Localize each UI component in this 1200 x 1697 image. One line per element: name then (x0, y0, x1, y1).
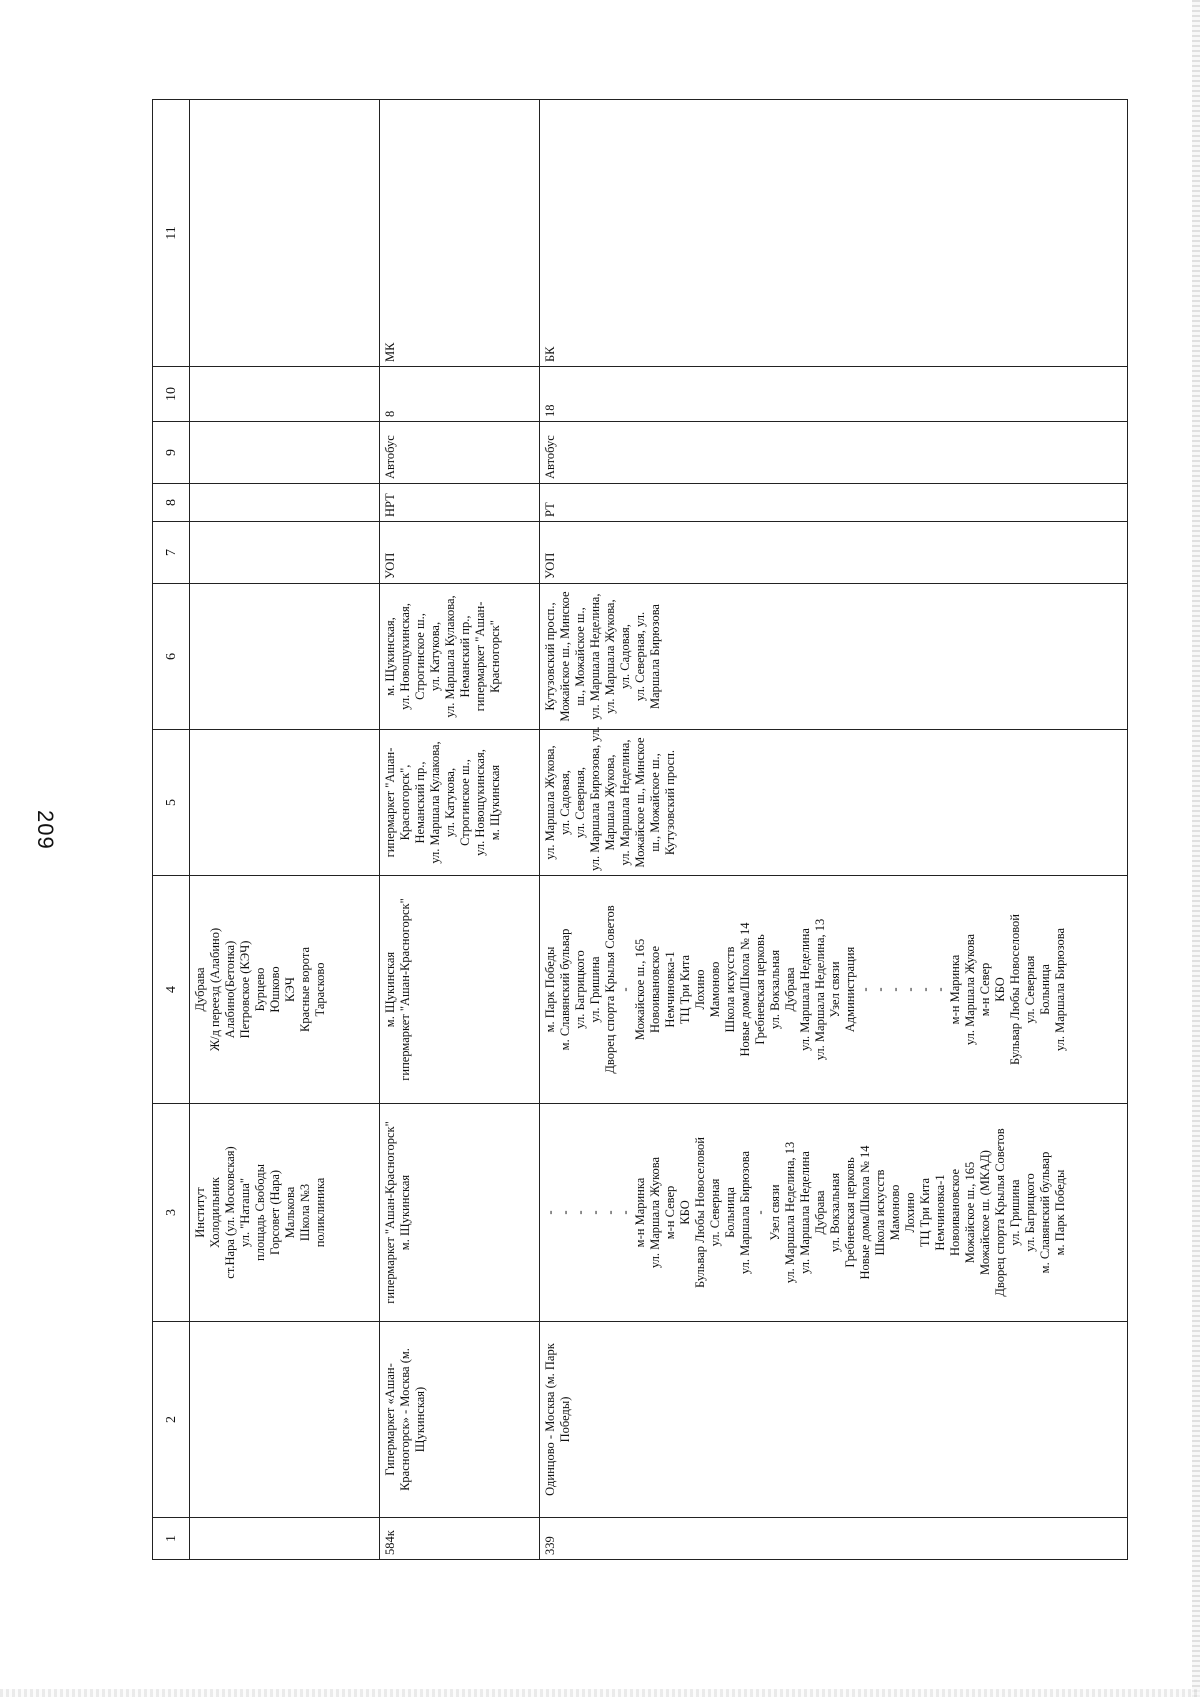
header-col-8: 8 (153, 484, 190, 522)
cell-line: Узел связи (768, 1184, 782, 1241)
table-cell-col-4 (380, 876, 540, 1104)
cell-line: ул. Садовая, (618, 624, 632, 689)
cell-line: м. Парк Победы (543, 946, 557, 1033)
cell-line: ул. Новощукинская, (398, 603, 412, 710)
table-cell-col-1 (190, 1518, 380, 1560)
table-cell-col-11 (190, 100, 380, 367)
cell-line: м-н Маринка (948, 954, 962, 1025)
cell-line: Бульвар Любы Новоселовой (1008, 914, 1022, 1066)
cell-line: Строгинское ш., (413, 613, 427, 700)
table-cell-col-8 (190, 484, 380, 522)
cell-line: ш., Можайское ш., (573, 607, 587, 706)
cell-line: Школа искусств (723, 946, 737, 1033)
cell-line: м. Щукинская, (383, 617, 397, 696)
cell-line: ул. Садовая, (558, 770, 572, 835)
cell-line: КБО (678, 1200, 692, 1225)
cell-line: Дубрава (193, 967, 207, 1012)
cell-line: Бурцево (253, 967, 267, 1012)
cell-line: гипермаркет "Ашан-Красногорск" (383, 1121, 397, 1304)
cell-line: ул. Маршала Кулакова, (443, 595, 457, 718)
cell-line: ул. Багрицкого (1023, 1173, 1037, 1252)
cell-line: ул. Вокзальная (768, 949, 782, 1030)
cell-line: КБО (993, 977, 1007, 1002)
header-col-9: 9 (153, 422, 190, 484)
cell-line: Петровское (КЭЧ) (238, 940, 252, 1039)
cell-line: Лохино (693, 969, 707, 1010)
cell-line: ул. "Наташа" (238, 1178, 252, 1247)
cell-line: Маршала Жукова, (603, 754, 617, 851)
header-row (153, 100, 190, 1560)
cell-line: гипермаркет "Ашан- (383, 747, 397, 858)
header-col-11: 11 (153, 100, 190, 367)
cell-line: Можайское ш., 165 (633, 938, 647, 1041)
cell-line: Холодильник (208, 1177, 222, 1248)
table-cell-col-2 (540, 1322, 1128, 1518)
cell-line: Гипермаркет «Ашан- (383, 1363, 397, 1476)
cell-line: ул. Маршала Неделина (798, 928, 812, 1051)
cell-line: м. Щукинская (488, 764, 502, 841)
table-row (540, 100, 1128, 1560)
cell-line: ул. Маршала Неделина, (588, 593, 602, 720)
cell-line: - (873, 987, 887, 992)
scan-edge (1192, 0, 1200, 1697)
cell-line: ул. Маршала Жукова (648, 1156, 662, 1269)
table-row (190, 100, 380, 1560)
page-number: 209 (33, 810, 58, 850)
cell-line: гипермаркет "Ашан-Красногорск" (398, 898, 412, 1081)
cell-line: ул. Маршала Бирюзова (738, 1150, 752, 1275)
cell-line: Узел связи (828, 961, 842, 1018)
cell-line: Больница (1038, 964, 1052, 1015)
cell-line: Неманский пр., (458, 615, 472, 698)
table-cell-col-2 (380, 1322, 540, 1518)
cell-line: ул. Маршала Бирюзова, ул. (588, 726, 602, 871)
cell-line: ст.Нара (ул. Московская) (223, 1146, 237, 1279)
table-cell-col-5 (380, 730, 540, 876)
cell-line: м. Парк Победы (1053, 1169, 1067, 1256)
table-cell-col-1: 584к (380, 1518, 540, 1560)
cell-line: ул. Маршала Бирюзова (1053, 927, 1067, 1052)
cell-line: Горсовет (Нара) (268, 1169, 282, 1256)
cell-line: ул. Гришина (1008, 1179, 1022, 1246)
table-cell-col-7: УОП (380, 522, 540, 584)
cell-line: ул. Северная, (573, 767, 587, 838)
cell-line: Красногорск" (488, 620, 502, 693)
cell-line: - (918, 987, 932, 992)
cell-line: Тарасково (313, 962, 327, 1017)
cell-line: - (933, 987, 947, 992)
table-row (380, 100, 540, 1560)
table-cell-col-9: Автобус (540, 422, 1128, 484)
table-cell-col-9: Автобус (380, 422, 540, 484)
cell-line: ул. Северная, ул. (633, 611, 647, 702)
cell-line: Маршала Бирюзова (648, 604, 662, 709)
cell-line: КЭЧ (283, 977, 297, 1002)
cell-line: Можайское ш., Минское (633, 737, 647, 868)
cell-line: Победы) (558, 1396, 572, 1443)
cell-line: Щукинская) (413, 1386, 427, 1453)
header-col-7: 7 (153, 522, 190, 584)
cell-line: ул. Катукова, (428, 621, 442, 692)
table-cell-col-2 (190, 1322, 380, 1518)
cell-line: ТЦ Три Кита (918, 1177, 932, 1248)
table-cell-col-8: НРТ (380, 484, 540, 522)
cell-line: Красные ворота (298, 947, 312, 1033)
cell-line: ул. Маршала Жукова (963, 933, 977, 1046)
cell-line: - (858, 987, 872, 992)
cell-line: ул. Маршала Кулакова, (428, 741, 442, 864)
cell-line: Немчиновка-1 (663, 951, 677, 1028)
cell-line: Немчиновка-1 (933, 1174, 947, 1251)
table-cell-col-11: МК (380, 100, 540, 367)
rotated-table-frame (152, 100, 1120, 1560)
cell-line: - (558, 1210, 572, 1215)
cell-line: Мамоново (888, 1184, 902, 1241)
cell-line: м. Щукинская (398, 1174, 412, 1251)
cell-line: Красногорск", (398, 764, 412, 841)
cell-line: Малькова (283, 1186, 297, 1239)
cell-line: Дворец спорта Крылья Советов (603, 905, 617, 1074)
cell-line: ул. Северная (1023, 955, 1037, 1024)
table-cell-col-9 (190, 422, 380, 484)
cell-line: - (618, 987, 632, 992)
cell-line: Можайское ш. (МКАД) (978, 1150, 992, 1275)
cell-line: Ж/д переезд (Алабино) (208, 927, 222, 1052)
cell-line: ул. Маршала Жукова, (603, 599, 617, 714)
table-cell-col-7 (190, 522, 380, 584)
cell-line: ул. Вокзальная (828, 1172, 842, 1253)
cell-line: - (573, 1210, 587, 1215)
cell-line: ул. Северная (708, 1178, 722, 1247)
cell-line: Гребневская церковь (753, 934, 767, 1045)
cell-line: поликлиника (313, 1177, 327, 1248)
cell-line: Юшково (268, 966, 282, 1013)
cell-line: Дворец спорта Крылья Советов (993, 1128, 1007, 1297)
cell-line: Бульвар Любы Новоселовой (693, 1137, 707, 1289)
route-table (152, 99, 1128, 1560)
table-cell-col-5 (540, 726, 1128, 876)
cell-line: Институт (193, 1187, 207, 1238)
table-cell-col-4 (540, 876, 1128, 1104)
cell-line: м. Щукинская (383, 951, 397, 1028)
table-cell-col-10: 18 (540, 367, 1128, 422)
cell-line: ул. Маршала Неделина, 13 (783, 1141, 797, 1284)
cell-line: ул. Новощукинская, (473, 749, 487, 856)
header-col-5: 5 (153, 730, 190, 876)
table-cell-col-3 (380, 1104, 540, 1322)
cell-line: ул. Катукова, (443, 767, 457, 838)
header-col-2: 2 (153, 1322, 190, 1518)
cell-line: м-н Маринка (633, 1177, 647, 1248)
cell-line: Гребневская церковь (843, 1157, 857, 1268)
table-cell-col-10 (190, 367, 380, 422)
table-cell-col-1: 339 (540, 1518, 1128, 1560)
cell-line: - (888, 987, 902, 992)
cell-line: ул. Маршала Жукова, (543, 745, 557, 860)
cell-line: Кутузовский просп., (543, 602, 557, 711)
cell-line: Алабино(Бетонка) (223, 940, 237, 1039)
scan-bottom-edge (0, 1689, 1200, 1697)
cell-line: Мамоново (708, 961, 722, 1018)
cell-line: Красногорск» - Москва (м. (398, 1348, 412, 1491)
cell-line: Неманский пр., (413, 761, 427, 844)
cell-line: м-н Север (978, 962, 992, 1017)
table-cell-col-3 (540, 1104, 1128, 1322)
cell-line: м. Славянский бульвар (1038, 1151, 1052, 1274)
cell-line: Можайское ш., 165 (963, 1161, 977, 1264)
cell-line: - (753, 1210, 767, 1215)
table-cell-col-6 (380, 584, 540, 730)
cell-line: Новоивановское (948, 1168, 962, 1257)
cell-line: - (603, 1210, 617, 1215)
table-cell-col-5 (190, 730, 380, 876)
table-cell-col-7: УОП (540, 522, 1128, 584)
cell-line: гипермаркет "Ашан- (473, 601, 487, 712)
cell-line: м-н Север (663, 1185, 677, 1240)
cell-line: Школа №3 (298, 1183, 312, 1242)
cell-line: Лохино (903, 1192, 917, 1233)
table-cell-col-11: БК (540, 100, 1128, 367)
cell-line: ул. Багрицкого (573, 950, 587, 1029)
cell-line: Дубрава (783, 967, 797, 1012)
header-col-1: 1 (153, 1518, 190, 1560)
cell-line: - (543, 1210, 557, 1215)
cell-line: ул. Гришина (588, 956, 602, 1023)
cell-line: Администрация (843, 946, 857, 1033)
cell-line: ул. Маршала Неделина, 13 (813, 918, 827, 1061)
table-cell-col-3 (190, 1104, 380, 1322)
header-col-3: 3 (153, 1104, 190, 1322)
cell-line: - (588, 1210, 602, 1215)
cell-line: ул. Маршала Неделина (798, 1151, 812, 1274)
table-cell-col-8: РТ (540, 484, 1128, 522)
cell-line: Можайское ш., Минское (558, 591, 572, 722)
cell-line: Строгинское ш., (458, 759, 472, 846)
table-cell-col-6 (540, 584, 1128, 730)
table-cell-col-6 (190, 584, 380, 730)
cell-line: м. Славянский бульвар (558, 928, 572, 1051)
cell-line: Дубрава (813, 1190, 827, 1235)
cell-line: Новоивановское (648, 945, 662, 1034)
table-cell-col-10: 8 (380, 367, 540, 422)
cell-line: площадь Свободы (253, 1164, 267, 1261)
cell-line: Больница (723, 1187, 737, 1238)
route-table-container (152, 100, 1120, 1560)
header-col-4: 4 (153, 876, 190, 1104)
cell-line: ш., Можайское ш., (648, 753, 662, 852)
cell-line: Кутузовский просп. (663, 749, 677, 856)
header-col-10: 10 (153, 367, 190, 422)
cell-line: Школа искусств (873, 1169, 887, 1256)
cell-line: Новые дома/Школа № 14 (738, 922, 752, 1057)
cell-line: - (618, 1210, 632, 1215)
header-col-6: 6 (153, 584, 190, 730)
cell-line: - (903, 987, 917, 992)
cell-line: ул. Маршала Неделина, (618, 739, 632, 866)
table-cell-col-4 (190, 876, 380, 1104)
cell-line: Одинцово - Москва (м. Парк (543, 1343, 557, 1496)
cell-line: Новые дома/Школа № 14 (858, 1145, 872, 1280)
cell-line: ТЦ Три Кита (678, 954, 692, 1025)
